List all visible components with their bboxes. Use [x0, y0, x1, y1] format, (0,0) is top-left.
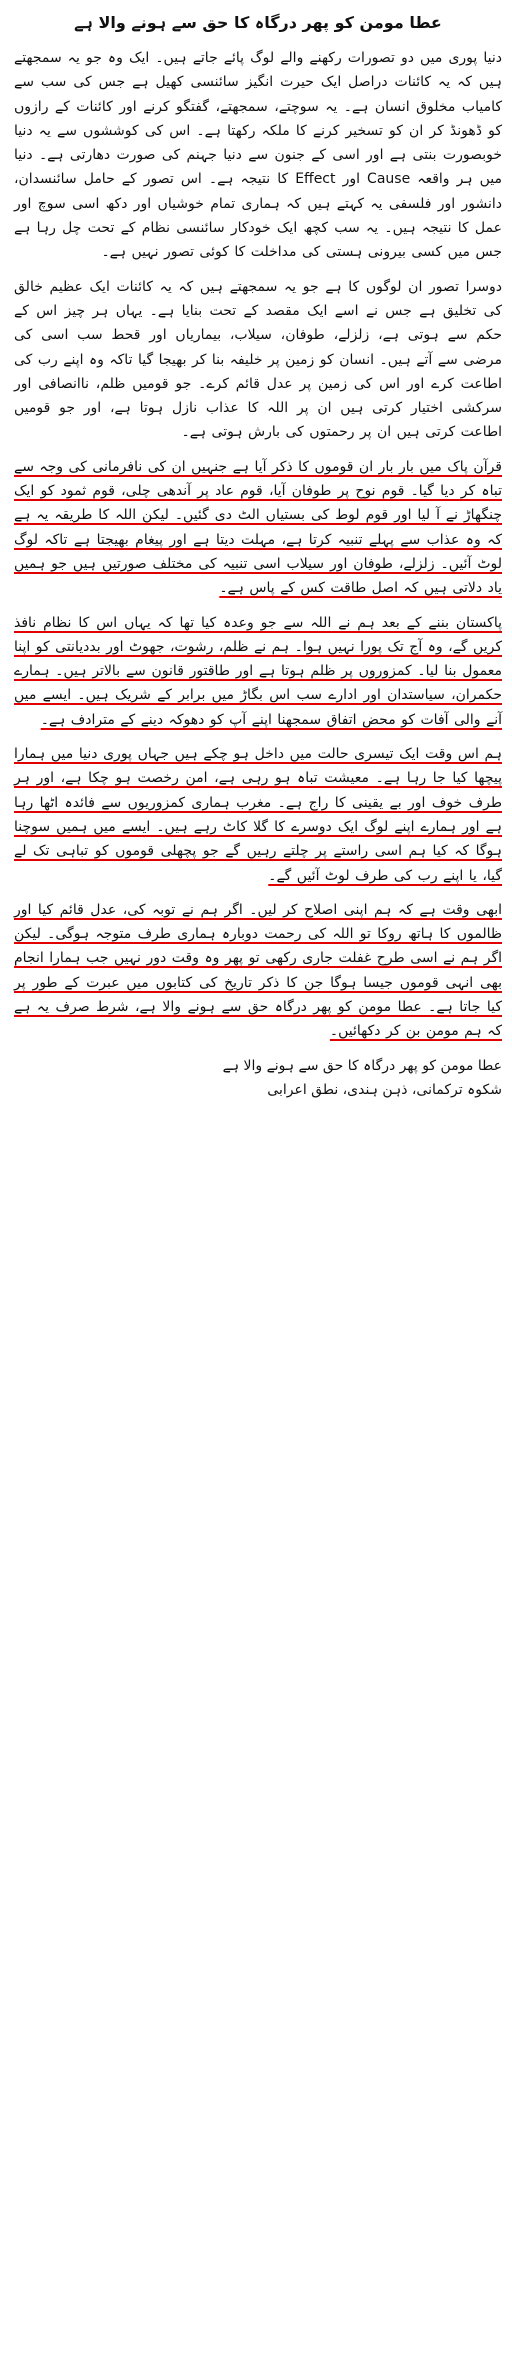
sign-off-line-2: شکوہ ترکمانی، ذہن ہندی، نطق اعرابی — [267, 1081, 502, 1098]
sign-off-block — [14, 1054, 502, 1102]
paragraph-3: قرآن پاک میں بار بار ان قوموں کا ذکر آیا ہے جنہیں ان کی نافرمانی کی وجہ سے تباہ کر دیا گیا۔ قوم نوح پر طوفان آیا، قوم عاد پر آندھی چلی، قوم ثمود کو ایک چنگھاڑ نے آ لیا اور قوم لوط کی بستیاں الٹ دی گئیں۔ لیکن اللہ کا طریقہ یہ ہے کہ وہ عذاب سے پہلے تنبیہ کرتا ہے، مہلت دیتا ہے اور پیغام بھیجتا ہے تاکہ لوگ لوٹ آئیں۔ زلزلے، طوفان اور سیلاب اسی تنبیہ کی مختلف صورتیں ہیں جو ہمیں یاد دلاتی ہیں کہ اصل طاقت کس کے پاس ہے۔ — [14, 458, 502, 597]
article-title: عطا مومن کو پھر درگاہ کا حق سے ہونے والا ہے — [74, 13, 442, 32]
paragraph-1: دنیا پوری میں دو تصورات رکھنے والے لوگ پائے جاتے ہیں۔ ایک وہ جو یہ سمجھتے ہیں کہ یہ کائنات دراصل ایک حیرت انگیز سائنسی کھیل ہے جس کی سب سے کامیاب مخلوق انسان ہے۔ یہ سوچتے، سمجھتے، گفتگو کرنے اور کائنات کے رازوں کو ڈھونڈ کر ان کو تسخیر کرنے کا ملکہ رکھتا ہے۔ اس کی کوششوں سے یہ دنیا خوبصورت بنتی ہے اور اسی کے جنون سے دنیا جہنم کی صورت دھارتی ہے۔ دنیا میں ہر واقعہ Cause اور Effect کا نتیجہ ہے۔ اس تصور کے حامل سائنسدان، دانشور اور فلسفی یہ کہتے ہیں کہ ہماری تمام خوشیاں اور دکھ اسی سوچ اور عمل کا نتیجہ ہیں۔ یہ سب کچھ ایک خودکار سائنسی نظام کے تحت چل رہا ہے جس میں کسی بیرونی ہستی کی مداخلت کا کوئی تصور نہیں ہے۔ — [14, 50, 502, 261]
paragraph-5: ہم اس وقت ایک تیسری حالت میں داخل ہو چکے ہیں جہاں پوری دنیا میں ہمارا پیچھا کیا جا رہا ہے۔ معیشت تباہ ہو رہی ہے، امن رخصت ہو چکا ہے، اور ہر طرف خوف اور بے یقینی کا راج ہے۔ مغرب ہماری کمزوریوں سے فائدہ اٹھا رہا ہے اور ہمارے اپنے لوگ ایک دوسرے کا گلا کاٹ رہے ہیں۔ ایسے میں ہمیں سوچنا ہوگا کہ کیا ہم اسی راستے پر چلتے رہیں گے جو پچھلی قوموں کو تباہی تک لے گیا، یا اپنے رب کی طرف لوٹ آئیں گے۔ — [14, 746, 502, 884]
paragraph-2: دوسرا تصور ان لوگوں کا ہے جو یہ سمجھتے ہیں کہ یہ کائنات ایک عظیم خالق کی تخلیق ہے جس نے اسے ایک مقصد کے تحت بنایا ہے۔ یہاں ہر چیز اس کے حکم سے ہوتی ہے، زلزلے، طوفان، سیلاب، بیماریاں اور قحط سب اسی کی مرضی سے آتے ہیں۔ انسان کو زمین پر خلیفہ بنا کر بھیجا گیا تاکہ وہ اپنے رب کی اطاعت کرے اور اس کی زمین پر عدل قائم کرے۔ جو قومیں ظلم، ناانصافی اور سرکشی اختیار کرتی ہیں ان پر اللہ کا عذاب نازل ہوتا ہے، اور جو قومیں اطاعت کرتی ہیں ان پر رحمتوں کی بارش ہوتی ہے۔ — [14, 278, 502, 441]
paragraph-6: ابھی وقت ہے کہ ہم اپنی اصلاح کر لیں۔ اگر ہم نے توبہ کی، عدل قائم کیا اور ظالموں کا ہاتھ روکا تو اللہ کی رحمت دوبارہ ہماری طرف متوجہ ہوگی۔ لیکن اگر ہم نے اسی طرح غفلت جاری رکھی تو پھر وہ وقت دور نہیں جب ہمارا انجام بھی انہی قوموں جیسا ہوگا جن کا ذکر تاریخ کی کتابوں میں عبرت کے طور پر کیا جاتا ہے۔ عطا مومن کو پھر درگاہ حق سے ہونے والا ہے، شرط صرف یہ ہے کہ ہم مومن بن کر دکھائیں۔ — [14, 901, 502, 1040]
sign-off-line-1: عطا مومن کو پھر درگاہ کا حق سے ہونے والا ہے — [222, 1057, 502, 1074]
paragraph-4: پاکستان بننے کے بعد ہم نے اللہ سے جو وعدہ کیا تھا کہ یہاں اس کا نظام نافذ کریں گے، وہ آج تک پورا نہیں ہوا۔ ہم نے ظلم، رشوت، جھوٹ اور بددیانتی کو اپنا معمول بنا لیا۔ کمزوروں پر ظلم ہوتا ہے اور طاقتور قانون سے بالاتر ہیں۔ ہمارے حکمران، سیاستدان اور ادارے سب اس بگاڑ میں برابر کے شریک ہیں۔ ایسے میں آنے والی آفات کو محض اتفاق سمجھنا اپنے آپ کو دھوکہ دینے کے مترادف ہے۔ — [14, 614, 502, 728]
